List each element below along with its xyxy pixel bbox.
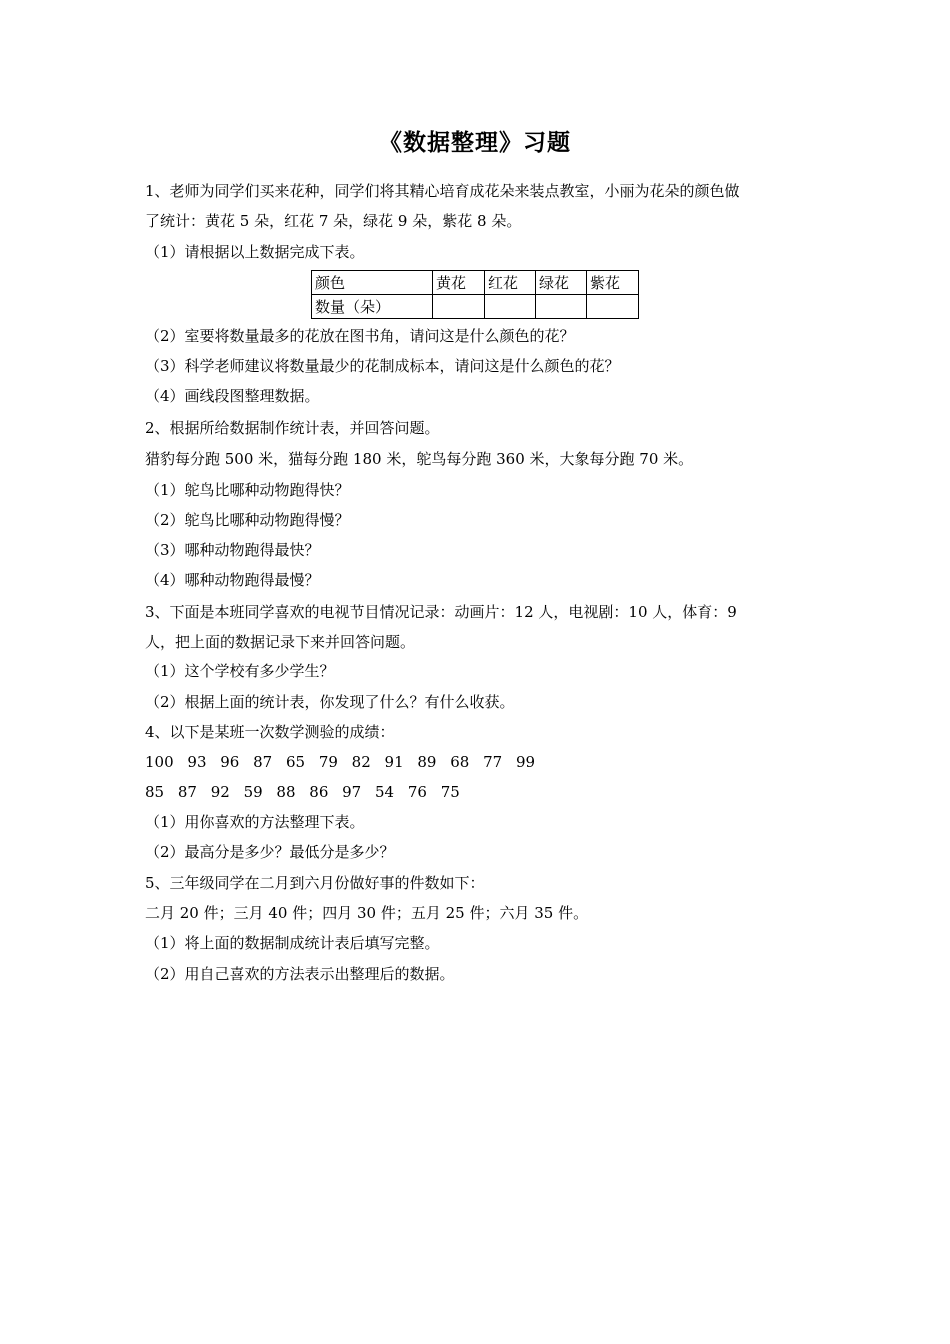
page-title: 《数据整理》习题 (379, 129, 571, 156)
q1-sub2: （2）室要将数量最多的花放在图书角，请问这是什么颜色的花？ (145, 327, 575, 345)
table-cell-red: 红花 (485, 271, 536, 295)
q3-sub1: （1）这个学校有多少学生？ (145, 662, 335, 680)
q5-data: 二月 20 件；三月 40 件；四月 30 件；五月 25 件；六月 35 件。 (145, 904, 589, 922)
flower-count-table (311, 270, 639, 319)
q2-stem: 2、根据所给数据制作统计表，并回答问题。 (145, 419, 440, 437)
q2-sub4: （4）哪种动物跑得最慢？ (145, 571, 320, 589)
table-cell-count-label: 数量（朵） (312, 295, 433, 319)
table-cell-color-label: 颜色 (312, 271, 433, 295)
q1-sub1: （1）请根据以上数据完成下表。 (145, 243, 365, 261)
q5-stem: 5、三年级同学在二月到六月份做好事的件数如下： (145, 874, 485, 892)
q2-sub2: （2）鸵鸟比哪种动物跑得慢？ (145, 511, 350, 529)
q3-stem-line1: 3、下面是本班同学喜欢的电视节目情况记录：动画片：12 人，电视剧：10 人，体育：9 (145, 603, 737, 621)
q2-sub1: （1）鸵鸟比哪种动物跑得快？ (145, 481, 350, 499)
table-cell-purple: 紫花 (587, 271, 639, 295)
table-count-row (312, 295, 639, 319)
q1-sub3: （3）科学老师建议将数量最少的花制成标本，请问这是什么颜色的花？ (145, 357, 620, 375)
q1-stem-line1: 1、老师为同学们买来花种，同学们将其精心培育成花朵来装点教室，小丽为花朵的颜色做 (145, 182, 740, 200)
q5-sub1: （1）将上面的数据制成统计表后填写完整。 (145, 934, 440, 952)
q3-stem-line2: 人，把上面的数据记录下来并回答问题。 (145, 633, 416, 651)
q4-sub1: （1）用你喜欢的方法整理下表。 (145, 813, 365, 831)
q1-sub4: （4）画线段图整理数据。 (145, 387, 320, 405)
table-cell-green-count[interactable] (536, 295, 587, 319)
table-cell-green: 绿花 (536, 271, 587, 295)
q5-sub2: （2）用自己喜欢的方法表示出整理后的数据。 (145, 965, 455, 983)
q4-scores-line2: 85 87 92 59 88 86 97 54 76 75 (145, 783, 460, 801)
q2-data: 猎豹每分跑 500 米，猫每分跑 180 米，鸵鸟每分跑 360 米，大象每分跑 70 米。 (145, 450, 694, 468)
q4-scores-line1: 100 93 96 87 65 79 82 91 89 68 77 99 (145, 753, 536, 771)
q1-stem-line2: 了统计：黄花 5 朵，红花 7 朵，绿花 9 朵，紫花 8 朵。 (145, 212, 522, 230)
table-cell-yellow: 黄花 (433, 271, 485, 295)
table-cell-yellow-count[interactable] (433, 295, 485, 319)
q4-stem: 4、以下是某班一次数学测验的成绩： (145, 723, 395, 741)
q2-sub3: （3）哪种动物跑得最快？ (145, 541, 320, 559)
table-cell-red-count[interactable] (485, 295, 536, 319)
table-cell-purple-count[interactable] (587, 295, 639, 319)
table-header-row (312, 271, 639, 295)
q3-sub2: （2）根据上面的统计表，你发现了什么？有什么收获。 (145, 693, 515, 711)
q4-sub2: （2）最高分是多少？最低分是多少？ (145, 843, 395, 861)
